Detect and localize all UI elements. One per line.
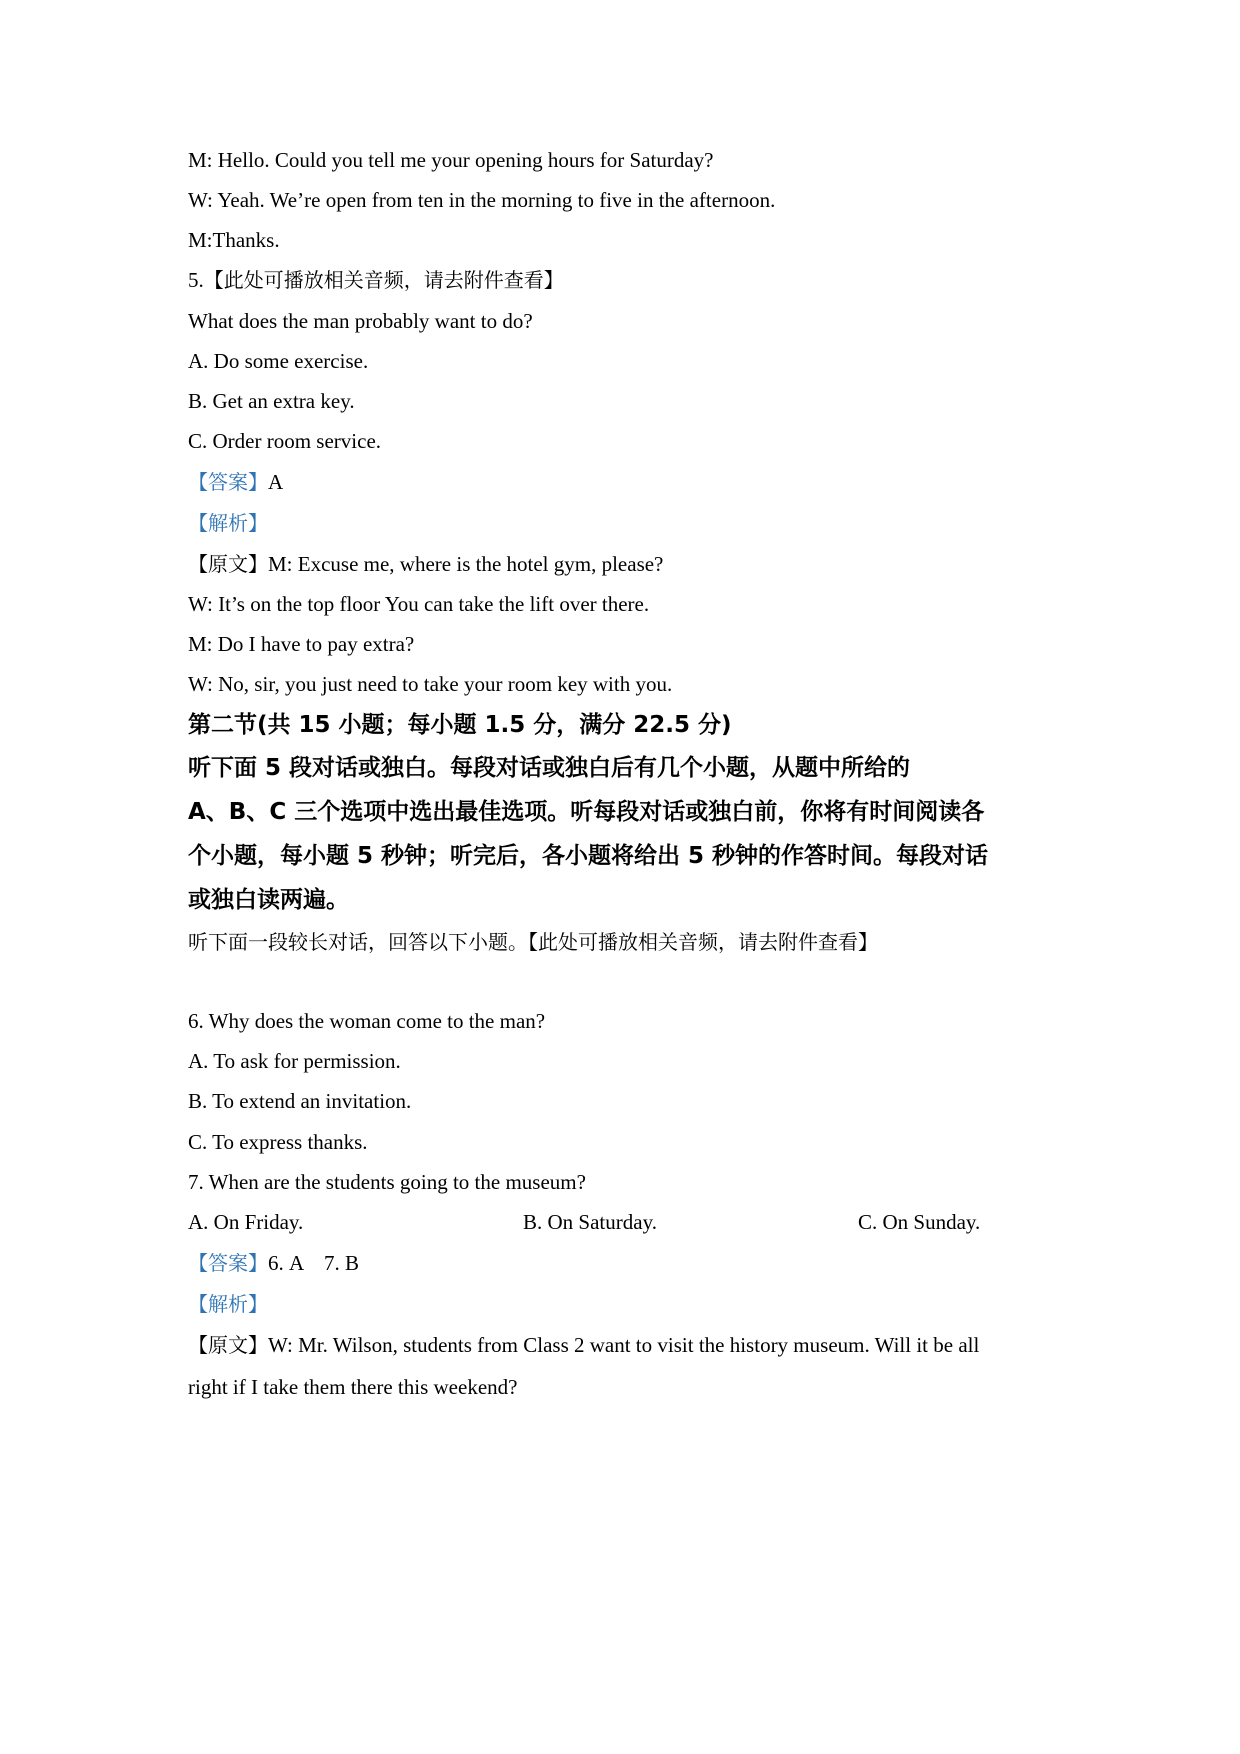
transcript-line: right if I take them there this weekend? [188,1375,518,1399]
section-heading-text: 第二节(共 15 小题；每小题 1.5 分，满分 22.5 分) [188,712,732,738]
option-a: A. Do some exercise. [188,349,369,373]
analysis-line [188,509,1068,537]
analysis-label: 【解析】 [188,1292,268,1316]
transcript-line: M: Do I have to pay extra? [188,632,415,656]
answer-label: 【答案】 [188,1251,268,1275]
dialogue-line: M: Hello. Could you tell me your opening hours for Saturday? [188,148,714,172]
answer-value: A [268,470,284,494]
dialogue-line: M:Thanks. [188,228,280,252]
audio-note: 【此处可播放相关音频，请去附件查看】 [203,268,564,292]
option-c: C. Order room service. [188,429,382,453]
option-b: B. Get an extra key. [188,389,355,413]
instruction-line [188,752,1068,784]
section-intro: 听下面一段较长对话，回答以下小题。【此处可播放相关音频，请去附件查看】 [188,930,878,954]
question-7-options [188,1208,1068,1236]
answer-line [188,1249,1068,1277]
instruction-text: A、B、C 三个选项中选出最佳选项。听每段对话或独白前，你将有时间阅读各 [188,799,985,825]
option-a: A. To ask for permission. [188,1049,401,1073]
dialogue-line: W: Yeah. We’re open from ten in the morning to five in the afternoon. [188,188,776,212]
instruction-text: 听下面 5 段对话或独白。每段对话或独白后有几个小题，从题中所给的 [188,755,911,781]
instruction-text: 或独白读两遍。 [188,887,349,913]
option-b: B. On Saturday. [523,1210,657,1234]
instruction-line [188,840,1068,872]
analysis-line [188,1290,1068,1318]
question-text: What does the man probably want to do? [188,309,533,333]
original-text: M: Excuse me, where is the hotel gym, please? [268,552,664,576]
answer-line [188,468,1068,496]
transcript-line: W: No, sir, you just need to take your room key with you. [188,672,673,696]
transcript-line: W: It’s on the top floor You can take the lift over there. [188,592,650,616]
instruction-text: 个小题，每小题 5 秒钟；听完后，各小题将给出 5 秒钟的作答时间。每段对话 [188,843,989,869]
analysis-label: 【解析】 [188,511,268,535]
question-number: 5. [188,268,204,292]
option-b: B. To extend an invitation. [188,1089,412,1113]
question-7-text: 7. When are the students going to the museum? [188,1170,586,1194]
section-heading [188,709,1068,741]
question-5-header [188,266,1068,294]
original-line [188,550,1068,578]
question-6-text: 6. Why does the woman come to the man? [188,1009,546,1033]
option-a: A. On Friday. [188,1210,304,1234]
answer-label: 【答案】 [188,470,268,494]
instruction-line [188,884,1068,916]
original-label: 【原文】 [188,1333,268,1357]
original-line [188,1331,1068,1359]
answer-value: 6. A 7. B [268,1251,360,1275]
option-c: C. To express thanks. [188,1130,368,1154]
original-text: W: Mr. Wilson, students from Class 2 want to visit the history museum. Will it be all [268,1333,980,1357]
instruction-line [188,796,1068,828]
original-label: 【原文】 [188,552,268,576]
option-c: C. On Sunday. [858,1210,981,1234]
